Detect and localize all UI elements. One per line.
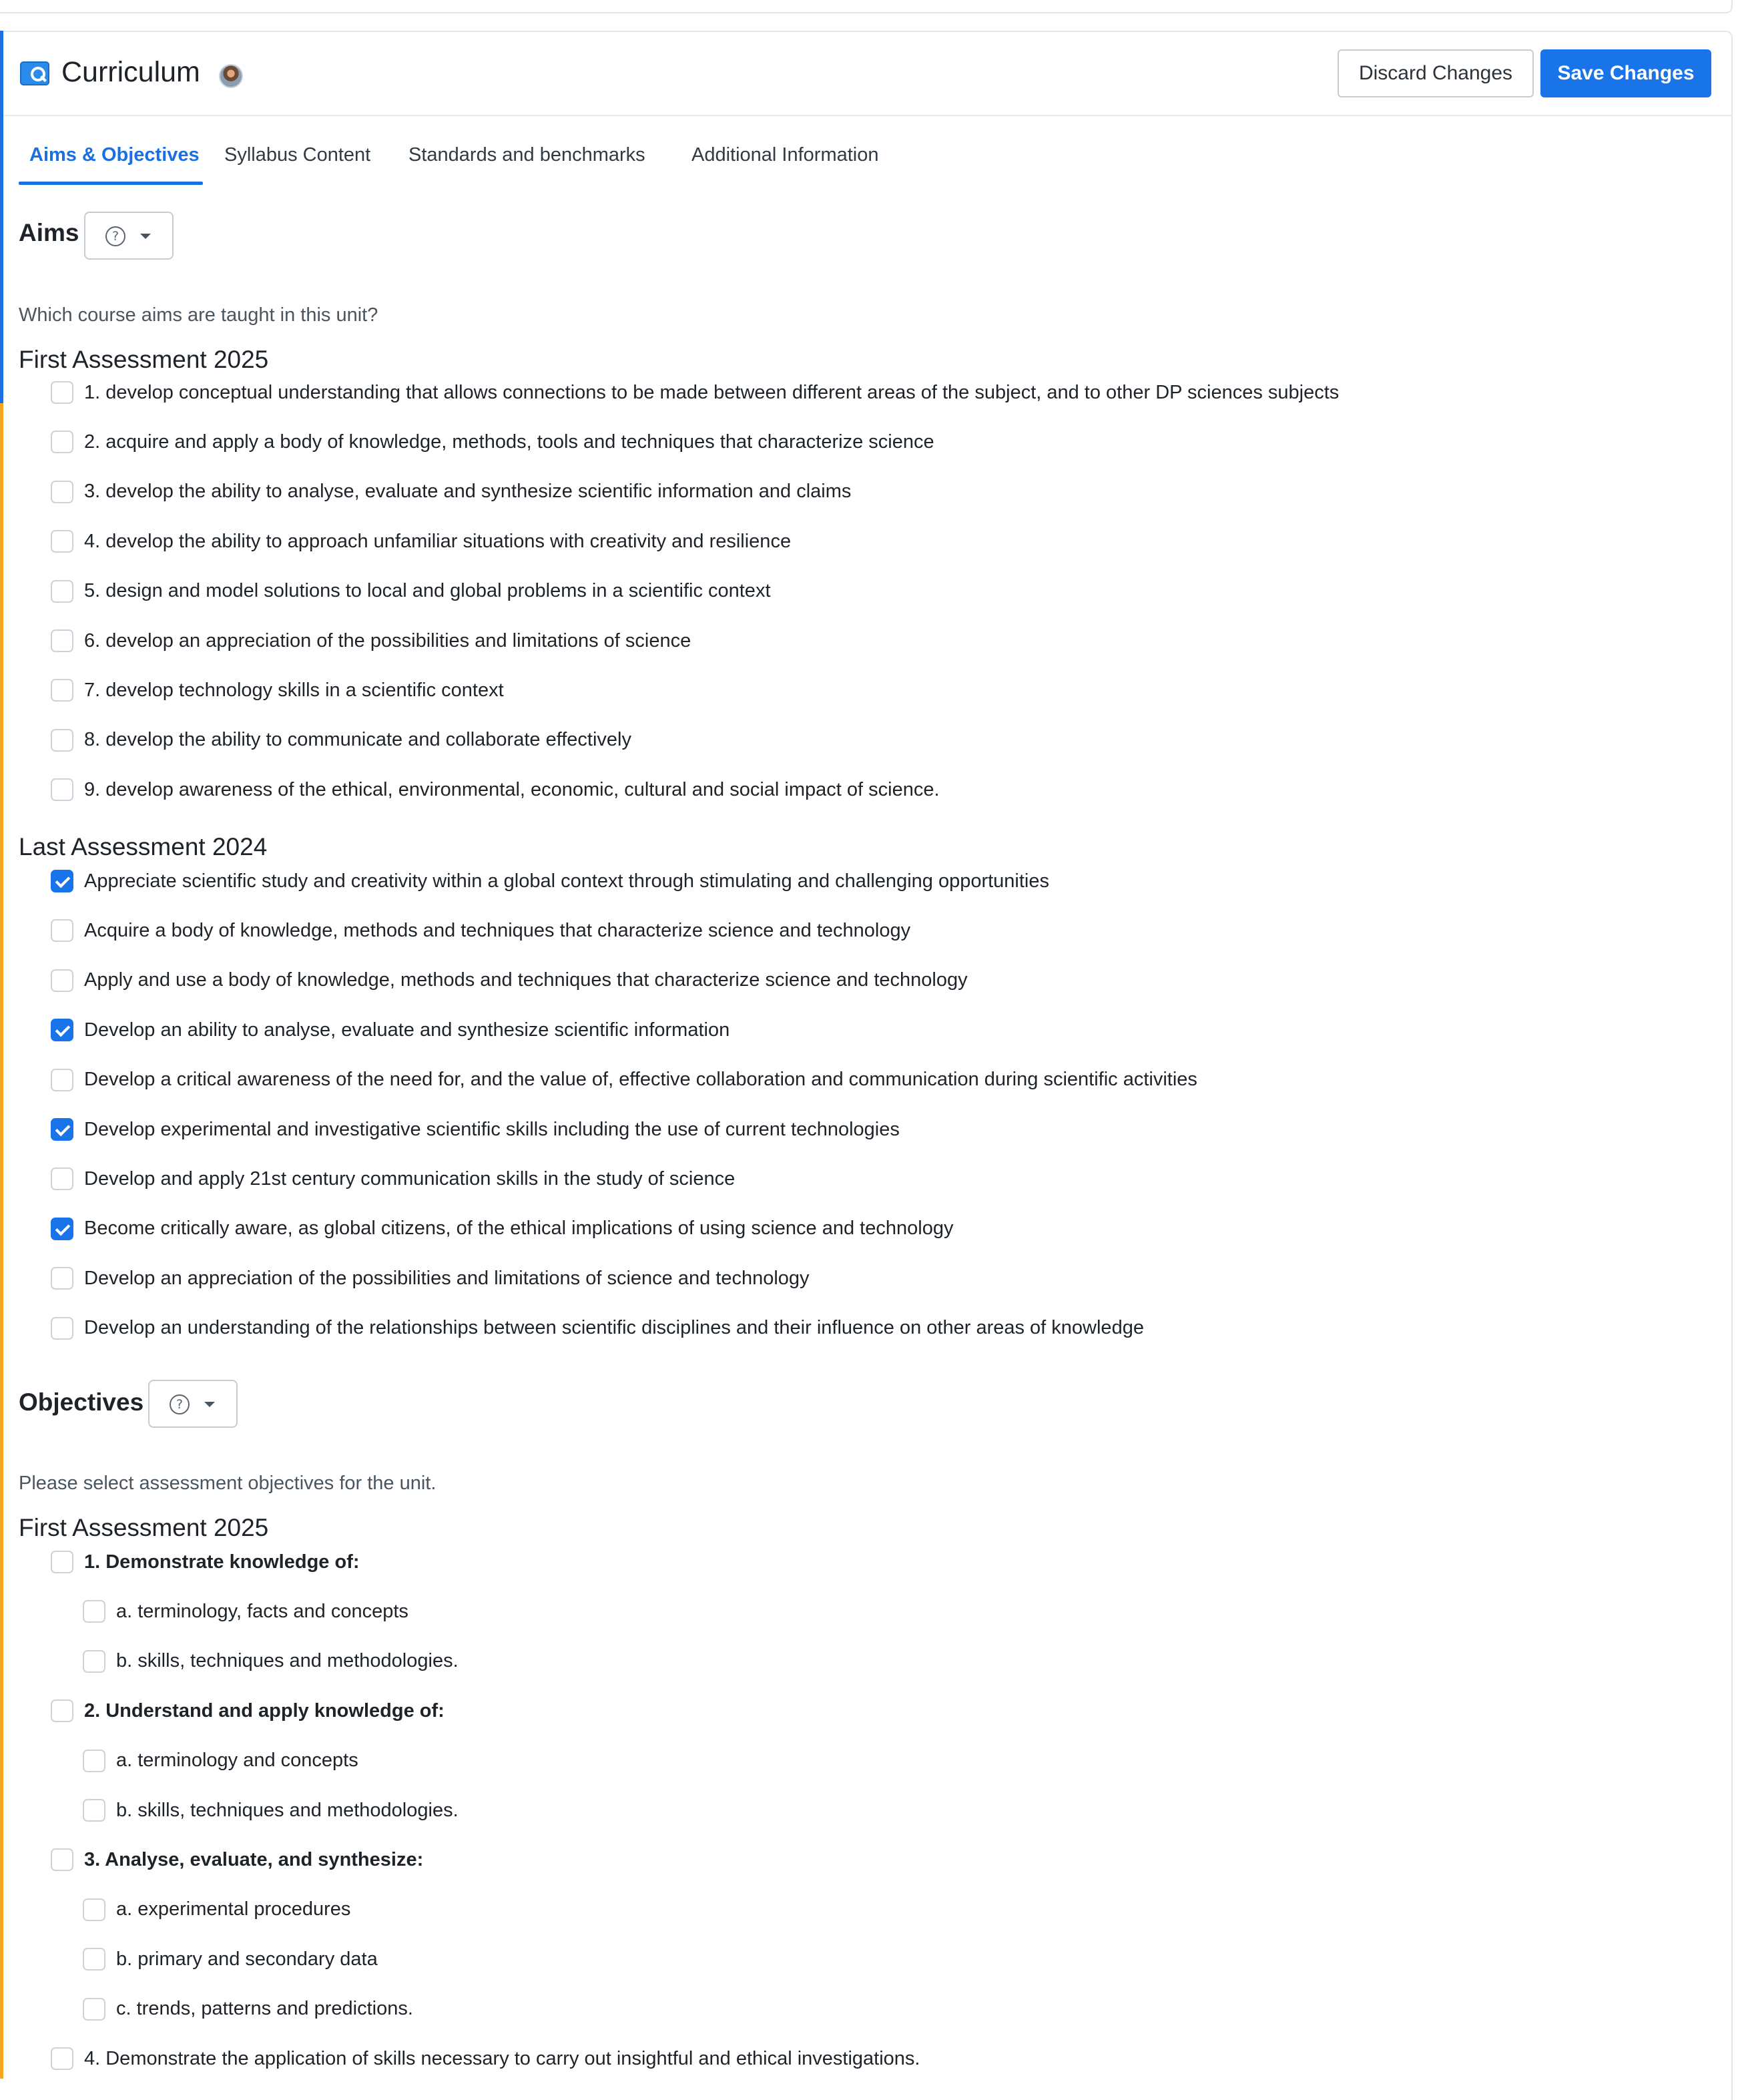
checkbox[interactable] (51, 580, 73, 603)
objectives-heading: Objectives (19, 1388, 144, 1416)
aims-prompt: Which course aims are taught in this unit? (19, 304, 378, 326)
checked-checkbox[interactable] (51, 1118, 73, 1141)
checkbox-label: b. skills, techniques and methodologies. (116, 1650, 459, 1672)
tab-standards-benchmarks[interactable]: Standards and benchmarks (408, 144, 645, 166)
page-title: Curriculum (61, 56, 200, 88)
checkbox-row[interactable] (83, 1790, 459, 1830)
checkbox[interactable] (51, 1267, 73, 1290)
checkbox-row[interactable] (51, 1109, 900, 1149)
discard-changes-button[interactable]: Discard Changes (1338, 49, 1534, 97)
checkbox[interactable] (51, 629, 73, 652)
checkbox[interactable] (51, 1848, 73, 1871)
checkbox-label: 2. Understand and apply knowledge of: (84, 1699, 445, 1722)
checkbox-row[interactable] (83, 1741, 358, 1781)
checkbox-label: c. trends, patterns and predictions. (116, 1998, 413, 2020)
card-header (0, 32, 1731, 116)
checkbox[interactable] (83, 1948, 105, 1971)
checkbox[interactable] (51, 969, 73, 992)
checkbox[interactable] (51, 1317, 73, 1340)
aims-group-last-2024: Last Assessment 2024 (19, 833, 268, 860)
checkbox-label: 4. Demonstrate the application of skills necessary to carry out insightful and ethical investigations. (84, 2047, 920, 2069)
checkbox-row[interactable] (51, 1691, 445, 1731)
checkbox-row[interactable] (83, 1641, 459, 1681)
checkbox-label: 7. develop technology skills in a scientific context (84, 679, 504, 701)
tab-additional-information[interactable]: Additional Information (691, 144, 879, 166)
checkbox-label: 6. develop an appreciation of the possibilities and limitations of science (84, 629, 691, 651)
checkbox-row[interactable] (83, 1989, 413, 2029)
checkbox-label: Acquire a body of knowledge, methods and techniques that characterize science and technology (84, 919, 911, 941)
checkbox-label: 1. develop conceptual understanding that allows connections to be made between different areas of the subject, and to other DP sciences subjects (84, 381, 1340, 403)
checkbox[interactable] (83, 1898, 105, 1921)
checkbox-row[interactable] (51, 1258, 810, 1298)
checkbox[interactable] (51, 1167, 73, 1190)
checkbox[interactable] (83, 1600, 105, 1623)
checkbox-label: 9. develop awareness of the ethical, environmental, economic, cultural and social impact of science. (84, 778, 940, 800)
checkbox-label: Develop and apply 21st century communication skills in the study of science (84, 1167, 736, 1190)
checkbox-row[interactable] (51, 1159, 735, 1199)
checkbox-row[interactable] (51, 521, 791, 561)
checkbox-row[interactable] (51, 1840, 423, 1880)
checkbox-row[interactable] (51, 1060, 1197, 1100)
checkbox-label: 3. develop the ability to analyse, evaluate and synthesize scientific information and claims (84, 481, 852, 503)
checkbox[interactable] (83, 1998, 105, 2021)
checkbox-label: 3. Analyse, evaluate, and synthesize: (84, 1848, 424, 1870)
tab-aims-objectives[interactable]: Aims & Objectives (29, 144, 200, 166)
checkbox-row[interactable] (51, 1542, 360, 1582)
help-icon: ? (170, 1394, 190, 1414)
checkbox-row[interactable] (51, 861, 1049, 901)
section-accent-bar (0, 31, 3, 403)
checkbox-row[interactable] (51, 1010, 730, 1050)
checkbox-label: Appreciate scientific study and creativity within a global context through stimulating and challenging opportunities (84, 870, 1050, 892)
checkbox[interactable] (51, 2047, 73, 2070)
checkbox-label: 8. develop the ability to communicate and collaborate effectively (84, 729, 632, 751)
caret-down-icon (140, 234, 151, 239)
checkbox-label: Develop experimental and investigative scientific skills including the use of current technologies (84, 1118, 900, 1140)
objectives-help-dropdown[interactable] (148, 1380, 238, 1428)
objectives-group-first-2025: First Assessment 2025 (19, 1514, 269, 1541)
checkbox[interactable] (51, 729, 73, 752)
checkbox-row[interactable] (51, 571, 771, 611)
tab-syllabus-content[interactable]: Syllabus Content (224, 144, 371, 166)
checked-checkbox[interactable] (51, 1019, 73, 1041)
checkbox-row[interactable] (51, 770, 940, 810)
checkbox-label: 1. Demonstrate knowledge of: (84, 1551, 360, 1573)
save-changes-button[interactable]: Save Changes (1540, 49, 1711, 97)
checkbox-label: Develop an appreciation of the possibilities and limitations of science and technology (84, 1267, 810, 1289)
checkbox-row[interactable] (51, 670, 504, 710)
checkbox-label: Develop an ability to analyse, evaluate and synthesize scientific information (84, 1019, 730, 1041)
checkbox-label: Become critically aware, as global citizens, of the ethical implications of using science and technology (84, 1218, 954, 1240)
checkbox-row[interactable] (51, 961, 968, 1001)
caret-down-icon (204, 1402, 215, 1407)
checkbox-row[interactable] (51, 422, 934, 462)
checkbox-label: a. terminology and concepts (116, 1750, 358, 1772)
checkbox[interactable] (51, 481, 73, 503)
checkbox[interactable] (51, 919, 73, 942)
checked-checkbox[interactable] (51, 870, 73, 892)
checkbox-label: 4. develop the ability to approach unfamiliar situations with creativity and resilience (84, 530, 792, 552)
checkbox-row[interactable] (51, 1308, 1144, 1348)
checkbox-row[interactable] (51, 372, 1339, 413)
checkbox-label: 5. design and model solutions to local and global problems in a scientific context (84, 580, 771, 602)
checkbox[interactable] (51, 1699, 73, 1722)
checkbox-label: b. primary and secondary data (116, 1948, 378, 1970)
curriculum-search-icon (20, 61, 49, 85)
checkbox-row[interactable] (51, 621, 691, 661)
checkbox[interactable] (83, 1650, 105, 1673)
checkbox-row[interactable] (83, 1939, 378, 1979)
checkbox-row[interactable] (51, 472, 851, 512)
checkbox-label: b. skills, techniques and methodologies. (116, 1799, 459, 1821)
section-accent-bar-secondary (0, 403, 3, 2079)
checkbox-row[interactable] (83, 1890, 350, 1930)
checkbox-label: Develop a critical awareness of the need for, and the value of, effective collaboration and communication during scientific activities (84, 1069, 1197, 1091)
active-tab-indicator (19, 182, 203, 185)
help-icon: ? (105, 226, 125, 246)
checkbox[interactable] (51, 1551, 73, 1573)
checkbox-row[interactable] (51, 2039, 920, 2079)
checkbox-label: Apply and use a body of knowledge, methods and techniques that characterize science and technology (84, 969, 968, 991)
checkbox[interactable] (51, 778, 73, 801)
checked-checkbox[interactable] (51, 1218, 73, 1240)
checkbox-label: 2. acquire and apply a body of knowledge, methods, tools and techniques that characterize science (84, 431, 934, 453)
checkbox[interactable] (51, 431, 73, 453)
checkbox-row[interactable] (83, 1591, 408, 1631)
checkbox-label: a. experimental procedures (116, 1898, 351, 1920)
checkbox[interactable] (51, 679, 73, 702)
aims-group-first-2025: First Assessment 2025 (19, 346, 269, 373)
checkbox[interactable] (51, 530, 73, 553)
checkbox[interactable] (51, 381, 73, 404)
checkbox-row[interactable] (51, 720, 631, 760)
previous-card-edge (0, 0, 1733, 13)
checkbox-label: Develop an understanding of the relationships between scientific disciplines and their influence on other areas of knowledge (84, 1317, 1144, 1339)
avatar[interactable] (219, 64, 243, 88)
checkbox-row[interactable] (51, 1209, 953, 1249)
checkbox-row[interactable] (51, 910, 910, 951)
objectives-prompt: Please select assessment objectives for the unit. (19, 1473, 437, 1494)
checkbox[interactable] (83, 1750, 105, 1772)
checkbox[interactable] (51, 1069, 73, 1091)
aims-heading: Aims (19, 219, 79, 246)
checkbox[interactable] (83, 1799, 105, 1822)
aims-help-dropdown[interactable] (84, 212, 174, 260)
checkbox-label: a. terminology, facts and concepts (116, 1600, 408, 1622)
